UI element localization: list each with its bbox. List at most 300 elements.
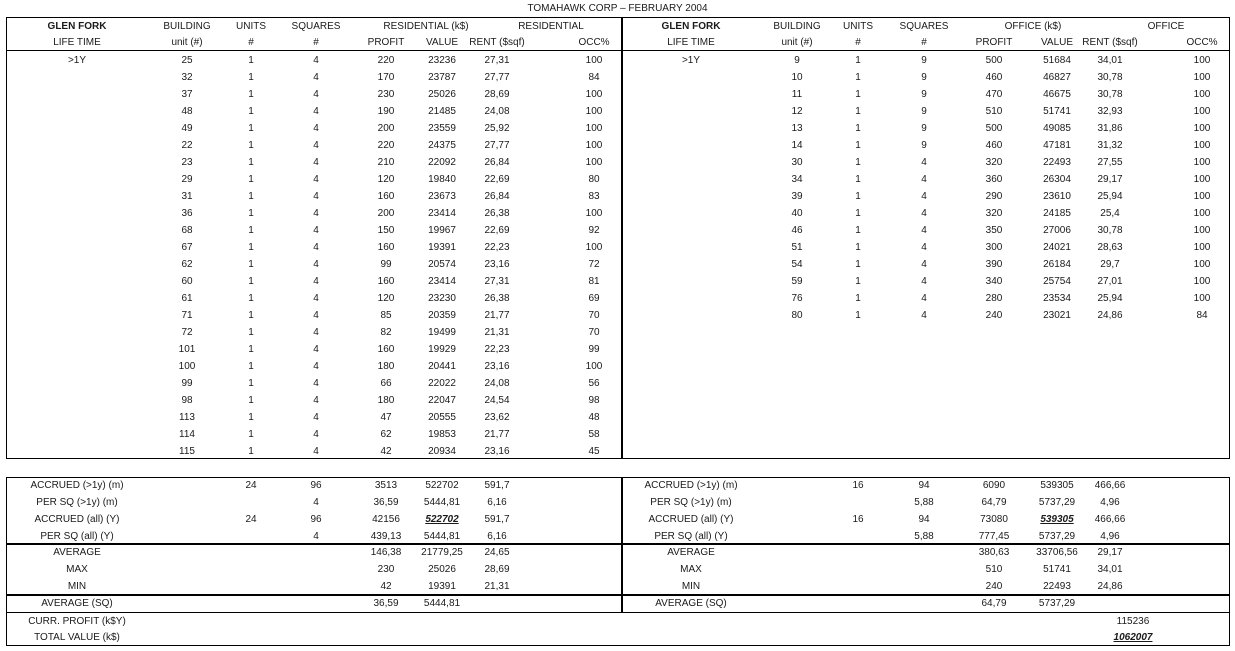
stat-rent: 24,65 bbox=[484, 547, 510, 558]
table-cell: 1 bbox=[855, 140, 861, 151]
table-cell: 100 bbox=[1193, 276, 1211, 287]
table-cell: 20934 bbox=[428, 446, 456, 457]
table-cell: 1 bbox=[855, 310, 861, 321]
summary-value: 5737,29 bbox=[1038, 531, 1076, 542]
table-cell: 200 bbox=[377, 123, 395, 134]
table-cell: 230 bbox=[377, 89, 395, 100]
col-header-profit: PROFIT bbox=[367, 37, 405, 48]
table-cell: 30,78 bbox=[1097, 225, 1123, 236]
table-cell: 72 bbox=[181, 327, 193, 338]
table-cell: 500 bbox=[985, 55, 1003, 66]
table-cell: 100 bbox=[1193, 157, 1211, 168]
curr-profit-value: 115236 bbox=[1116, 616, 1150, 627]
table-cell: 9 bbox=[921, 140, 927, 151]
table-cell: 4 bbox=[313, 259, 319, 270]
table-cell: 24185 bbox=[1043, 208, 1071, 219]
total-value-value: 1062007 bbox=[1113, 632, 1153, 643]
table-cell: 4 bbox=[313, 174, 319, 185]
table-cell: 4 bbox=[313, 242, 319, 253]
table-cell: 1 bbox=[248, 310, 254, 321]
table-cell: 170 bbox=[377, 72, 395, 83]
stat-value: 22493 bbox=[1043, 581, 1071, 592]
table-cell: 1 bbox=[855, 106, 861, 117]
table-cell: 27,77 bbox=[484, 72, 510, 83]
table-cell: 24375 bbox=[428, 140, 456, 151]
table-cell: 27,55 bbox=[1097, 157, 1123, 168]
stat-rent: 34,01 bbox=[1097, 564, 1123, 575]
table-cell: 14 bbox=[791, 140, 803, 151]
table-cell: 1 bbox=[248, 123, 254, 134]
table-cell: 42 bbox=[380, 446, 392, 457]
stat-label: MAX bbox=[680, 564, 702, 575]
table-cell: 100 bbox=[1193, 55, 1211, 66]
table-cell: 1 bbox=[855, 174, 861, 185]
table-cell: 1 bbox=[248, 429, 254, 440]
table-cell: 100 bbox=[585, 157, 603, 168]
table-cell: 4 bbox=[921, 259, 927, 270]
table-cell: 4 bbox=[313, 72, 319, 83]
table-cell: 150 bbox=[377, 225, 395, 236]
report-title: TOMAHAWK CORP – FEBRUARY 2004 bbox=[527, 3, 708, 14]
table-cell: 22,23 bbox=[484, 344, 510, 355]
table-cell: 19853 bbox=[428, 429, 456, 440]
table-cell: 290 bbox=[985, 191, 1003, 202]
table-cell: 1 bbox=[855, 293, 861, 304]
table-cell: 98 bbox=[588, 395, 600, 406]
table-cell: 4 bbox=[921, 191, 927, 202]
table-cell: 46 bbox=[791, 225, 803, 236]
table-cell: 22,69 bbox=[484, 174, 510, 185]
table-cell: 180 bbox=[377, 395, 395, 406]
summary-rent: 591,7 bbox=[484, 514, 510, 525]
table-cell: 1 bbox=[248, 140, 254, 151]
table-cell: 84 bbox=[588, 72, 600, 83]
table-cell: 4 bbox=[921, 310, 927, 321]
table-cell: 4 bbox=[313, 89, 319, 100]
col-header-squares: SQUARES bbox=[899, 21, 949, 32]
table-cell: 23,62 bbox=[484, 412, 510, 423]
summary-label: ACCRUED (>1y) (m) bbox=[644, 480, 738, 491]
table-cell: 500 bbox=[985, 123, 1003, 134]
summary-rent: 6,16 bbox=[487, 497, 507, 508]
stat-label: MIN bbox=[681, 581, 701, 592]
table-cell: 51684 bbox=[1043, 55, 1071, 66]
stat-rent: 29,17 bbox=[1097, 547, 1123, 558]
stat-profit: 380,63 bbox=[978, 547, 1010, 558]
table-cell: 26304 bbox=[1043, 174, 1071, 185]
table-cell: 40 bbox=[791, 208, 803, 219]
table-cell: 80 bbox=[588, 174, 600, 185]
table-cell: 4 bbox=[313, 225, 319, 236]
table-cell: 61 bbox=[181, 293, 193, 304]
table-cell: 27,01 bbox=[1097, 276, 1123, 287]
col-header-building: BUILDING bbox=[773, 21, 821, 32]
table-cell: 1 bbox=[248, 174, 254, 185]
table-cell: 1 bbox=[855, 208, 861, 219]
stat-value: 25026 bbox=[428, 564, 456, 575]
col-header-units-sub: # bbox=[248, 37, 254, 48]
table-cell: 70 bbox=[588, 310, 600, 321]
table-cell: 9 bbox=[921, 72, 927, 83]
table-cell: 4 bbox=[313, 344, 319, 355]
table-cell: 25,94 bbox=[1097, 293, 1123, 304]
table-cell: 9 bbox=[921, 106, 927, 117]
table-cell: 23673 bbox=[428, 191, 456, 202]
table-cell: 22493 bbox=[1043, 157, 1071, 168]
table-cell: 31 bbox=[181, 191, 193, 202]
table-cell: 4 bbox=[313, 293, 319, 304]
table-cell: 19840 bbox=[428, 174, 456, 185]
table-cell: 100 bbox=[1193, 72, 1211, 83]
table-cell: 23230 bbox=[428, 293, 456, 304]
table-cell: 510 bbox=[985, 106, 1003, 117]
table-cell: 99 bbox=[588, 344, 600, 355]
avg-sq-value: 5737,29 bbox=[1038, 598, 1076, 609]
table-cell: 23,16 bbox=[484, 446, 510, 457]
table-cell: 24,86 bbox=[1097, 310, 1123, 321]
table-cell: 100 bbox=[585, 89, 603, 100]
table-cell: 19391 bbox=[428, 242, 456, 253]
summary-divider-2 bbox=[6, 594, 1230, 596]
table-cell: 1 bbox=[248, 242, 254, 253]
table-cell: 1 bbox=[248, 344, 254, 355]
table-cell: 46675 bbox=[1043, 89, 1071, 100]
stat-rent: 24,86 bbox=[1097, 581, 1123, 592]
table-cell: 32,93 bbox=[1097, 106, 1123, 117]
col-header-squares-sub: # bbox=[921, 37, 927, 48]
table-cell: 100 bbox=[1193, 106, 1211, 117]
table-cell: 25754 bbox=[1043, 276, 1071, 287]
table-cell: 76 bbox=[791, 293, 803, 304]
table-cell: 1 bbox=[248, 378, 254, 389]
table-cell: 26,38 bbox=[484, 293, 510, 304]
table-cell: 1 bbox=[855, 72, 861, 83]
summary-profit: 73080 bbox=[980, 514, 1008, 525]
table-cell: 12 bbox=[791, 106, 803, 117]
table-cell: 460 bbox=[985, 140, 1003, 151]
table-cell: 160 bbox=[377, 191, 395, 202]
table-cell: 49085 bbox=[1043, 123, 1071, 134]
table-cell: 31,32 bbox=[1097, 140, 1123, 151]
table-cell: 1 bbox=[855, 225, 861, 236]
table-cell: 4 bbox=[313, 310, 319, 321]
col-header-units: UNITS bbox=[236, 21, 266, 32]
col-header-squares: SQUARES bbox=[291, 21, 341, 32]
table-cell: 23 bbox=[181, 157, 193, 168]
table-cell: 9 bbox=[921, 55, 927, 66]
table-cell: 28,69 bbox=[484, 89, 510, 100]
table-cell: 4 bbox=[921, 208, 927, 219]
summary-label: PER SQ (all) (Y) bbox=[40, 531, 114, 542]
table-cell: 36 bbox=[181, 208, 193, 219]
table-cell: 280 bbox=[985, 293, 1003, 304]
table-cell: 68 bbox=[181, 225, 193, 236]
table-cell: 4 bbox=[921, 242, 927, 253]
table-cell: 4 bbox=[313, 123, 319, 134]
summary-value: 539305 bbox=[1040, 480, 1074, 491]
col-header-occ: OCC% bbox=[1186, 37, 1218, 48]
table-cell: 29,17 bbox=[1097, 174, 1123, 185]
table-cell: 100 bbox=[1193, 293, 1211, 304]
summary-units: 16 bbox=[852, 480, 864, 491]
table-cell: 45 bbox=[588, 446, 600, 457]
summary-profit: 64,79 bbox=[981, 497, 1007, 508]
summary-units: 24 bbox=[245, 480, 257, 491]
table-cell: 59 bbox=[791, 276, 803, 287]
stat-label: MAX bbox=[66, 564, 88, 575]
table-cell: 22092 bbox=[428, 157, 456, 168]
table-cell: 13 bbox=[791, 123, 803, 134]
table-cell: 21,77 bbox=[484, 310, 510, 321]
table-cell: 60 bbox=[181, 276, 193, 287]
table-cell: 85 bbox=[380, 310, 392, 321]
table-cell: 4 bbox=[921, 157, 927, 168]
col-header-building: BUILDING bbox=[163, 21, 211, 32]
table-cell: 23610 bbox=[1043, 191, 1071, 202]
summary-profit: 3513 bbox=[374, 480, 398, 491]
summary-value: 522702 bbox=[425, 514, 459, 525]
table-cell: 62 bbox=[181, 259, 193, 270]
table-cell: 23414 bbox=[428, 208, 456, 219]
table-cell: 23,16 bbox=[484, 361, 510, 372]
table-cell: 30,78 bbox=[1097, 72, 1123, 83]
table-cell: 37 bbox=[181, 89, 193, 100]
table-cell: 54 bbox=[791, 259, 803, 270]
table-cell: 19967 bbox=[428, 225, 456, 236]
table-cell: 9 bbox=[794, 55, 800, 66]
summary-label: ACCRUED (all) (Y) bbox=[648, 514, 734, 525]
table-cell: 1 bbox=[248, 225, 254, 236]
table-cell: 9 bbox=[921, 123, 927, 134]
table-cell: 4 bbox=[313, 412, 319, 423]
col-header-value: VALUE bbox=[425, 37, 459, 48]
table-cell: 1 bbox=[855, 276, 861, 287]
summary-squares: 96 bbox=[310, 480, 322, 491]
col-header-rent-group: RESIDENTIAL bbox=[518, 21, 584, 32]
table-cell: 84 bbox=[1196, 310, 1208, 321]
table-cell: 113 bbox=[179, 412, 195, 423]
table-cell: 100 bbox=[178, 361, 196, 372]
table-cell: 1 bbox=[248, 293, 254, 304]
table-cell: 100 bbox=[1193, 242, 1211, 253]
table-cell: 1 bbox=[855, 123, 861, 134]
table-cell: 25 bbox=[181, 55, 193, 66]
lifetime-value: >1Y bbox=[67, 55, 87, 66]
table-cell: 460 bbox=[985, 72, 1003, 83]
table-cell: 1 bbox=[248, 276, 254, 287]
table-cell: 100 bbox=[585, 361, 603, 372]
table-cell: 100 bbox=[1193, 140, 1211, 151]
table-cell: 58 bbox=[588, 429, 600, 440]
table-cell: 70 bbox=[588, 327, 600, 338]
table-cell: 39 bbox=[791, 191, 803, 202]
table-cell: 100 bbox=[585, 242, 603, 253]
table-cell: 23021 bbox=[1043, 310, 1071, 321]
table-cell: 360 bbox=[985, 174, 1003, 185]
table-cell: 21485 bbox=[428, 106, 456, 117]
summary-value: 522702 bbox=[425, 480, 459, 491]
table-cell: 71 bbox=[181, 310, 193, 321]
table-cell: 20555 bbox=[428, 412, 456, 423]
table-cell: 100 bbox=[585, 140, 603, 151]
table-cell: 120 bbox=[377, 293, 395, 304]
summary-rent: 4,96 bbox=[1100, 531, 1120, 542]
table-cell: 100 bbox=[1193, 208, 1211, 219]
table-cell: 160 bbox=[377, 344, 395, 355]
table-cell: 27006 bbox=[1043, 225, 1071, 236]
table-cell: 1 bbox=[248, 327, 254, 338]
table-cell: 66 bbox=[380, 378, 392, 389]
summary-squares: 5,88 bbox=[914, 497, 934, 508]
table-cell: 100 bbox=[1193, 225, 1211, 236]
table-cell: 29,7 bbox=[1100, 259, 1120, 270]
stat-profit: 510 bbox=[985, 564, 1003, 575]
table-cell: 99 bbox=[380, 259, 392, 270]
table-cell: 23559 bbox=[428, 123, 456, 134]
table-cell: 1 bbox=[248, 191, 254, 202]
table-cell: 114 bbox=[179, 429, 195, 440]
curr-profit-label: CURR. PROFIT (k$Y) bbox=[28, 616, 126, 627]
table-cell: 100 bbox=[1193, 191, 1211, 202]
table-cell: 4 bbox=[313, 191, 319, 202]
lifetime-value: >1Y bbox=[681, 55, 701, 66]
summary-label: PER SQ (all) (Y) bbox=[654, 531, 728, 542]
summary-value: 539305 bbox=[1040, 514, 1074, 525]
summary-label: ACCRUED (all) (Y) bbox=[34, 514, 120, 525]
table-cell: 22047 bbox=[428, 395, 456, 406]
table-cell: 25,4 bbox=[1100, 208, 1120, 219]
table-cell: 67 bbox=[181, 242, 193, 253]
table-cell: 48 bbox=[181, 106, 193, 117]
table-cell: 22,69 bbox=[484, 225, 510, 236]
col-header-lifetime: GLEN FORK bbox=[47, 21, 107, 32]
summary-profit: 6090 bbox=[982, 480, 1006, 491]
col-header-rent: RENT ($sqf) bbox=[469, 37, 525, 48]
table-cell: 1 bbox=[248, 446, 254, 457]
table-cell: 46827 bbox=[1043, 72, 1071, 83]
table-cell: 20359 bbox=[428, 310, 456, 321]
table-cell: 320 bbox=[985, 157, 1003, 168]
summary-squares: 4 bbox=[313, 497, 319, 508]
table-cell: 300 bbox=[985, 242, 1003, 253]
table-cell: 1 bbox=[855, 157, 861, 168]
table-cell: 1 bbox=[248, 412, 254, 423]
table-cell: 100 bbox=[585, 55, 603, 66]
table-cell: 210 bbox=[377, 157, 395, 168]
table-cell: 24,08 bbox=[484, 106, 510, 117]
table-cell: 26,38 bbox=[484, 208, 510, 219]
summary-label: PER SQ (>1y) (m) bbox=[36, 497, 118, 508]
table-cell: 22 bbox=[181, 140, 193, 151]
stat-label: AVERAGE bbox=[53, 547, 101, 558]
col-header-lifetime: GLEN FORK bbox=[661, 21, 721, 32]
table-cell: 4 bbox=[313, 361, 319, 372]
col-header-units: UNITS bbox=[843, 21, 873, 32]
table-cell: 115 bbox=[179, 446, 195, 457]
table-cell: 1 bbox=[855, 242, 861, 253]
table-cell: 100 bbox=[585, 123, 603, 134]
table-cell: 24,08 bbox=[484, 378, 510, 389]
table-cell: 4 bbox=[313, 429, 319, 440]
stat-value: 51741 bbox=[1043, 564, 1071, 575]
table-cell: 100 bbox=[1193, 174, 1211, 185]
summary-rent: 591,7 bbox=[484, 480, 510, 491]
table-cell: 29 bbox=[181, 174, 193, 185]
summary-value: 5737,29 bbox=[1038, 497, 1076, 508]
table-cell: 47 bbox=[380, 412, 392, 423]
stat-profit: 240 bbox=[985, 581, 1003, 592]
table-cell: 101 bbox=[178, 344, 196, 355]
table-cell: 4 bbox=[921, 225, 927, 236]
stat-profit: 230 bbox=[377, 564, 395, 575]
table-cell: 81 bbox=[588, 276, 600, 287]
stat-value: 33706,56 bbox=[1036, 547, 1078, 558]
summary-rent: 466,66 bbox=[1094, 480, 1126, 491]
col-header-occ: OCC% bbox=[578, 37, 610, 48]
avg-sq-label: AVERAGE (SQ) bbox=[655, 598, 727, 609]
table-cell: 23236 bbox=[428, 55, 456, 66]
table-cell: 9 bbox=[921, 89, 927, 100]
table-cell: 26,84 bbox=[484, 191, 510, 202]
table-cell: 19929 bbox=[428, 344, 456, 355]
table-cell: 30,78 bbox=[1097, 89, 1123, 100]
col-header-squares-sub: # bbox=[313, 37, 319, 48]
table-cell: 99 bbox=[181, 378, 193, 389]
avg-sq-profit: 36,59 bbox=[373, 598, 399, 609]
summary-label: ACCRUED (>1y) (m) bbox=[30, 480, 124, 491]
table-cell: 100 bbox=[1193, 89, 1211, 100]
stat-rent: 21,31 bbox=[484, 581, 510, 592]
table-cell: 51 bbox=[791, 242, 803, 253]
table-cell: 190 bbox=[377, 106, 395, 117]
table-cell: 25,92 bbox=[484, 123, 510, 134]
table-cell: 4 bbox=[921, 174, 927, 185]
summary-squares: 94 bbox=[918, 480, 930, 491]
table-cell: 390 bbox=[985, 259, 1003, 270]
stat-value: 19391 bbox=[428, 581, 456, 592]
table-cell: 30 bbox=[791, 157, 803, 168]
summary-rent: 4,96 bbox=[1100, 497, 1120, 508]
table-cell: 11 bbox=[791, 89, 803, 100]
table-cell: 27,31 bbox=[484, 55, 510, 66]
table-cell: 1 bbox=[248, 259, 254, 270]
table-cell: 100 bbox=[585, 208, 603, 219]
table-cell: 20441 bbox=[428, 361, 456, 372]
table-cell: 24021 bbox=[1043, 242, 1071, 253]
table-cell: 4 bbox=[313, 446, 319, 457]
table-cell: 27,31 bbox=[484, 276, 510, 287]
summary-value: 5444,81 bbox=[423, 531, 461, 542]
col-header-rent-group: OFFICE bbox=[1147, 21, 1185, 32]
table-cell: 69 bbox=[588, 293, 600, 304]
table-cell: 24,54 bbox=[484, 395, 510, 406]
stat-label: MIN bbox=[67, 581, 87, 592]
avg-sq-value: 5444,81 bbox=[423, 598, 461, 609]
table-cell: 160 bbox=[377, 276, 395, 287]
table-cell: 1 bbox=[248, 208, 254, 219]
table-cell: 4 bbox=[313, 276, 319, 287]
table-cell: 350 bbox=[985, 225, 1003, 236]
table-cell: 240 bbox=[985, 310, 1003, 321]
table-cell: 21,31 bbox=[484, 327, 510, 338]
summary-squares: 5,88 bbox=[914, 531, 934, 542]
totals-frame bbox=[6, 612, 1230, 646]
table-cell: 47181 bbox=[1043, 140, 1071, 151]
col-header-group: RESIDENTIAL (k$) bbox=[383, 21, 469, 32]
col-header-lifetime-sub: LIFE TIME bbox=[667, 37, 715, 48]
table-cell: 98 bbox=[181, 395, 193, 406]
summary-squares: 4 bbox=[313, 531, 319, 542]
